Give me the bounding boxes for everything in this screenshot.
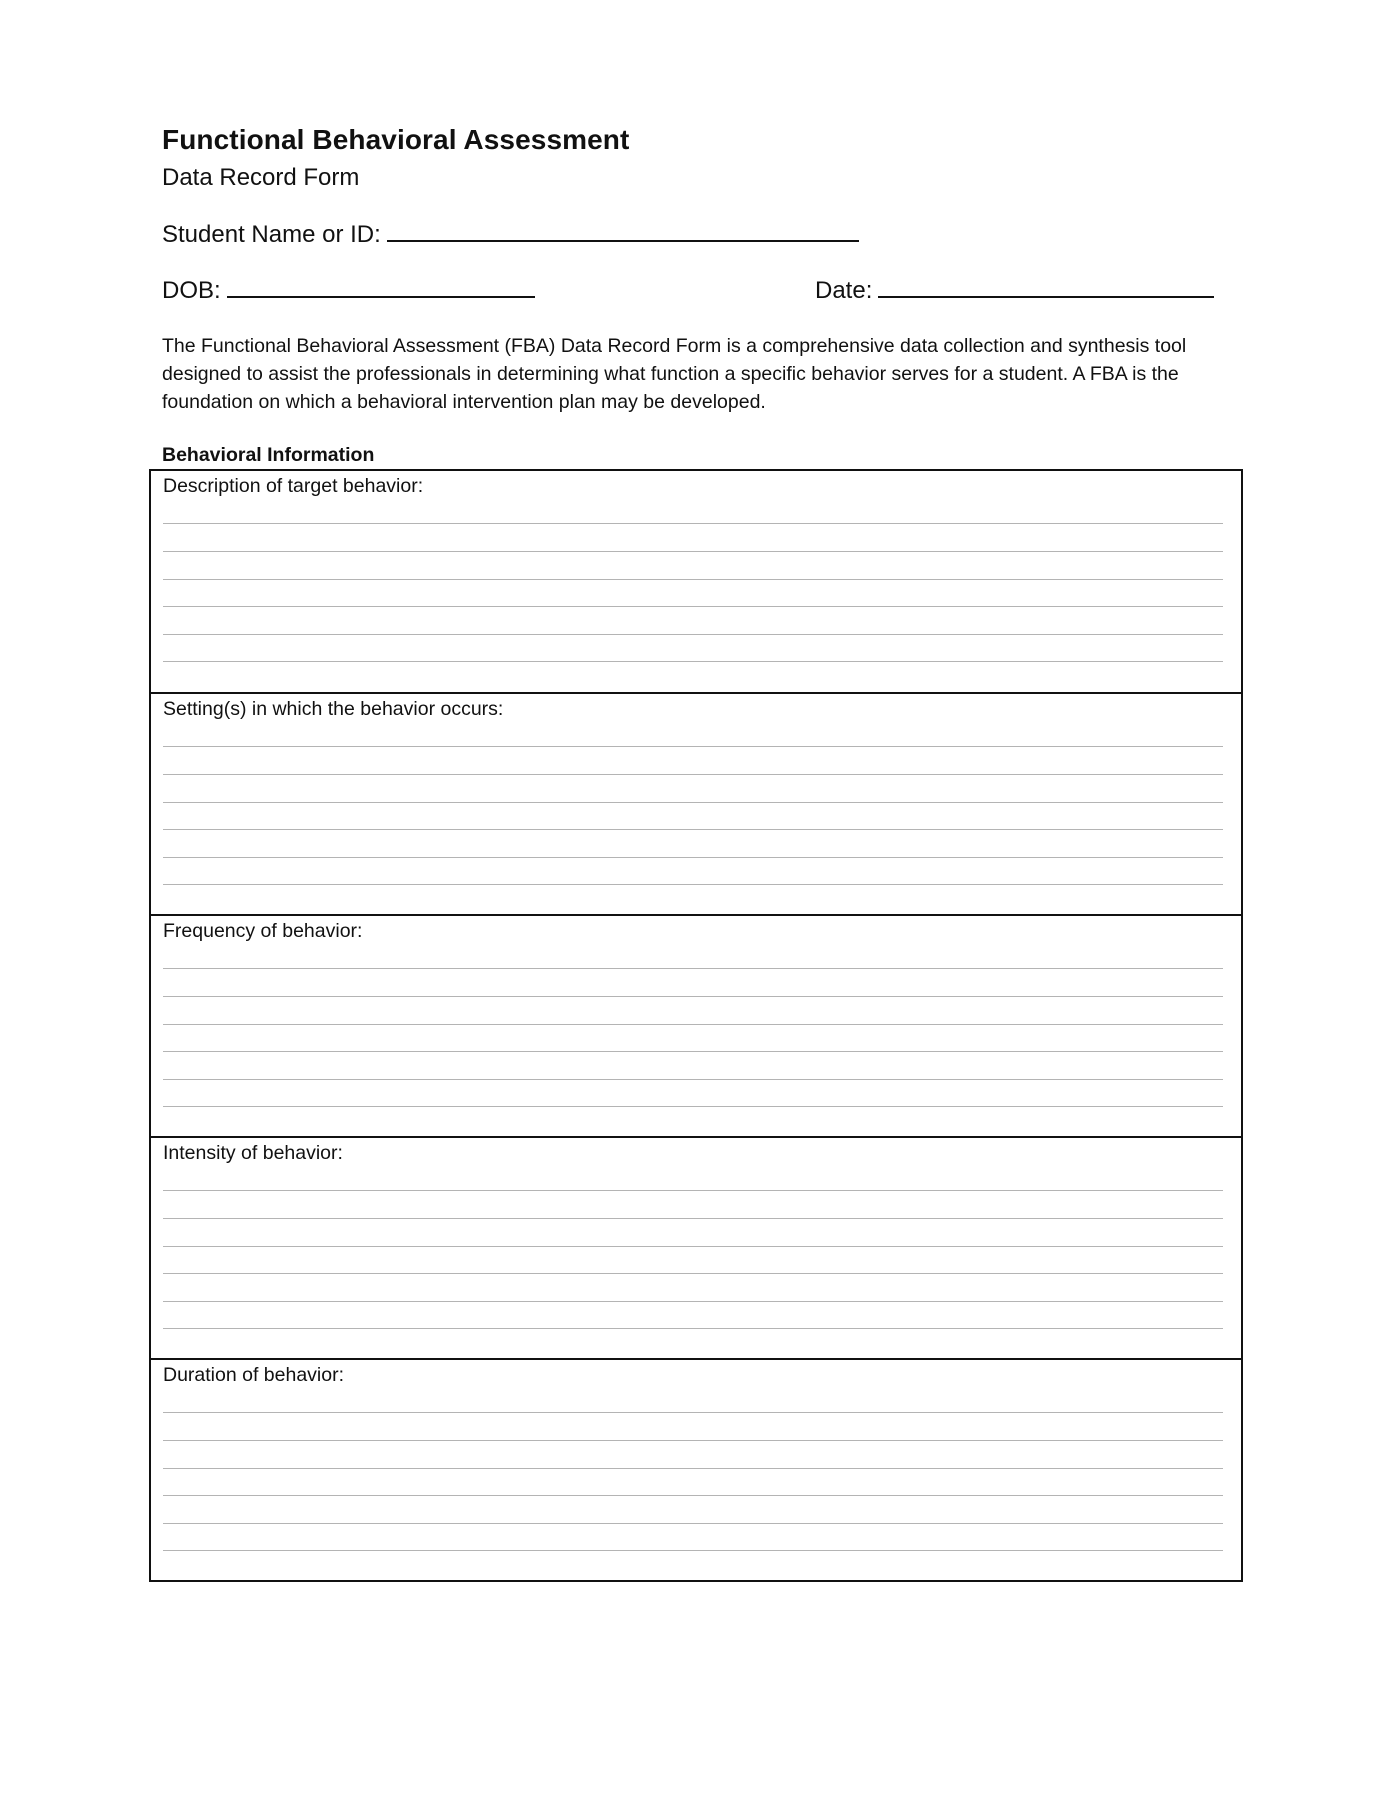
write-line[interactable] <box>163 579 1223 580</box>
behavioral-info-table <box>149 469 1243 1582</box>
write-line[interactable] <box>163 1246 1223 1247</box>
student-name-input-line[interactable] <box>387 218 859 242</box>
block-label: Frequency of behavior: <box>163 920 363 942</box>
block-label: Intensity of behavior: <box>163 1142 343 1164</box>
write-line[interactable] <box>163 1079 1223 1080</box>
write-line[interactable] <box>163 1523 1223 1524</box>
write-line[interactable] <box>163 634 1223 635</box>
write-line[interactable] <box>163 1106 1223 1107</box>
write-line[interactable] <box>163 829 1223 830</box>
write-line[interactable] <box>163 1440 1223 1441</box>
write-line[interactable] <box>163 1051 1223 1052</box>
dob-field[interactable] <box>162 274 535 305</box>
write-line[interactable] <box>163 996 1223 997</box>
section-heading: Behavioral Information <box>162 444 375 466</box>
write-line[interactable] <box>163 802 1223 803</box>
write-line[interactable] <box>163 857 1223 858</box>
frequency-block[interactable] <box>151 914 1241 1136</box>
target-behavior-block[interactable] <box>151 471 1241 692</box>
date-label: Date: <box>815 277 873 304</box>
write-line[interactable] <box>163 523 1223 524</box>
date-input-line[interactable] <box>878 274 1214 298</box>
write-line[interactable] <box>163 1495 1223 1496</box>
write-line[interactable] <box>163 968 1223 969</box>
student-name-field[interactable] <box>162 218 859 249</box>
write-line[interactable] <box>163 606 1223 607</box>
document-subtitle: Data Record Form <box>162 164 360 191</box>
document-title: Functional Behavioral Assessment <box>162 124 630 155</box>
dob-label: DOB: <box>162 277 221 304</box>
intro-paragraph: The Functional Behavioral Assessment (FBA) Data Record Form is a comprehensive data collection and synthesis tool designed to assist the professionals in determining what function a specific behavior serves for a student. A FBA is the foundation on which a behavioral intervention plan may be developed. <box>162 335 1187 413</box>
write-line[interactable] <box>163 551 1223 552</box>
write-line[interactable] <box>163 746 1223 747</box>
block-label: Setting(s) in which the behavior occurs: <box>163 698 504 720</box>
write-line[interactable] <box>163 1024 1223 1025</box>
settings-block[interactable] <box>151 692 1241 914</box>
dob-input-line[interactable] <box>227 274 535 298</box>
write-line[interactable] <box>163 1273 1223 1274</box>
block-label: Duration of behavior: <box>163 1364 345 1386</box>
block-label: Description of target behavior: <box>163 475 424 497</box>
intensity-block[interactable] <box>151 1136 1241 1358</box>
date-field[interactable] <box>815 274 1214 305</box>
write-line[interactable] <box>163 1468 1223 1469</box>
write-line[interactable] <box>163 1550 1223 1551</box>
write-line[interactable] <box>163 1412 1223 1413</box>
write-line[interactable] <box>163 1218 1223 1219</box>
write-line[interactable] <box>163 774 1223 775</box>
write-line[interactable] <box>163 1190 1223 1191</box>
write-line[interactable] <box>163 884 1223 885</box>
duration-block[interactable] <box>151 1358 1241 1580</box>
write-line[interactable] <box>163 661 1223 662</box>
write-line[interactable] <box>163 1328 1223 1329</box>
write-line[interactable] <box>163 1301 1223 1302</box>
student-name-label: Student Name or ID: <box>162 221 381 248</box>
